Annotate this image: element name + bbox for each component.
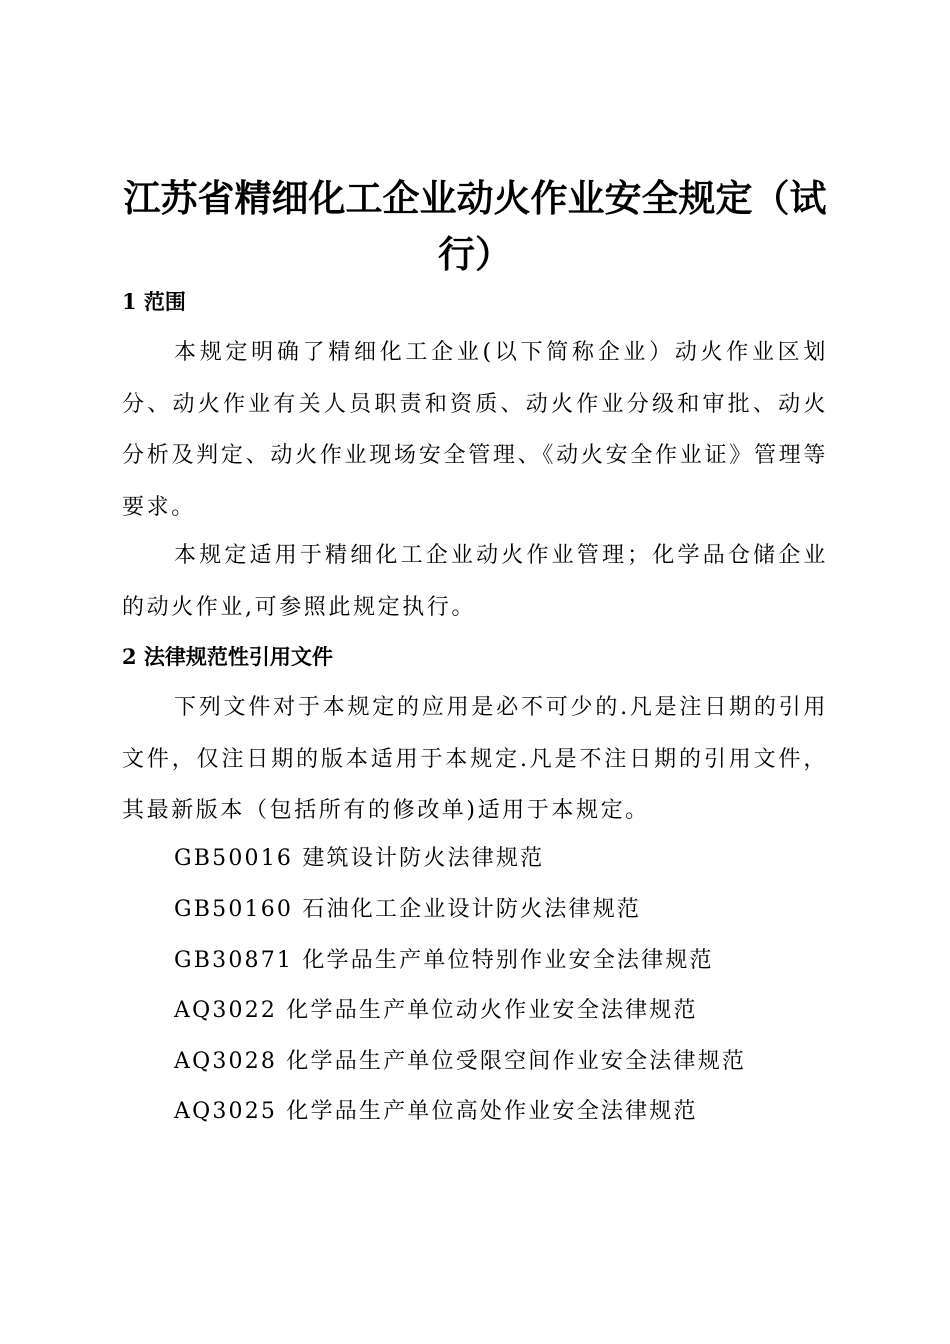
section-heading-references: 2 法律规范性引用文件 bbox=[122, 644, 333, 669]
scope-paragraph-1: 本规定明确了精细化工企业(以下简称企业）动火作业区划分、动火作业有关人员职责和资质、动火作业分级和审批、动火分析及判定、动火作业现场安全管理、《动火安全作业证》管理等要求。 bbox=[122, 340, 828, 520]
reference-item: GB50160 石油化工企业设计防火法律规范 bbox=[174, 897, 642, 922]
document-title: 江苏省精细化工企业动火作业安全规定（试行） bbox=[123, 176, 827, 276]
reference-item: GB50016 建筑设计防火法律规范 bbox=[174, 846, 545, 871]
reference-item: AQ3022 化学品生产单位动火作业安全法律规范 bbox=[174, 998, 698, 1023]
reference-item: GB30871 化学品生产单位特别作业安全法律规范 bbox=[174, 948, 714, 973]
reference-item: AQ3025 化学品生产单位高处作业安全法律规范 bbox=[174, 1099, 698, 1124]
scope-paragraph-2: 本规定适用于精细化工企业动火作业管理；化学品仓储企业的动火作业,可参照此规定执行。 bbox=[122, 543, 828, 620]
section-heading-scope: 1 范围 bbox=[122, 289, 186, 314]
reference-item: AQ3028 化学品生产单位受限空间作业安全法律规范 bbox=[174, 1049, 747, 1074]
references-paragraph: 下列文件对于本规定的应用是必不可少的.凡是注日期的引用文件，仅注日期的版本适用于本规定.凡是不注日期的引用文件，其最新版本（包括所有的修改单)适用于本规定。 bbox=[122, 695, 828, 823]
